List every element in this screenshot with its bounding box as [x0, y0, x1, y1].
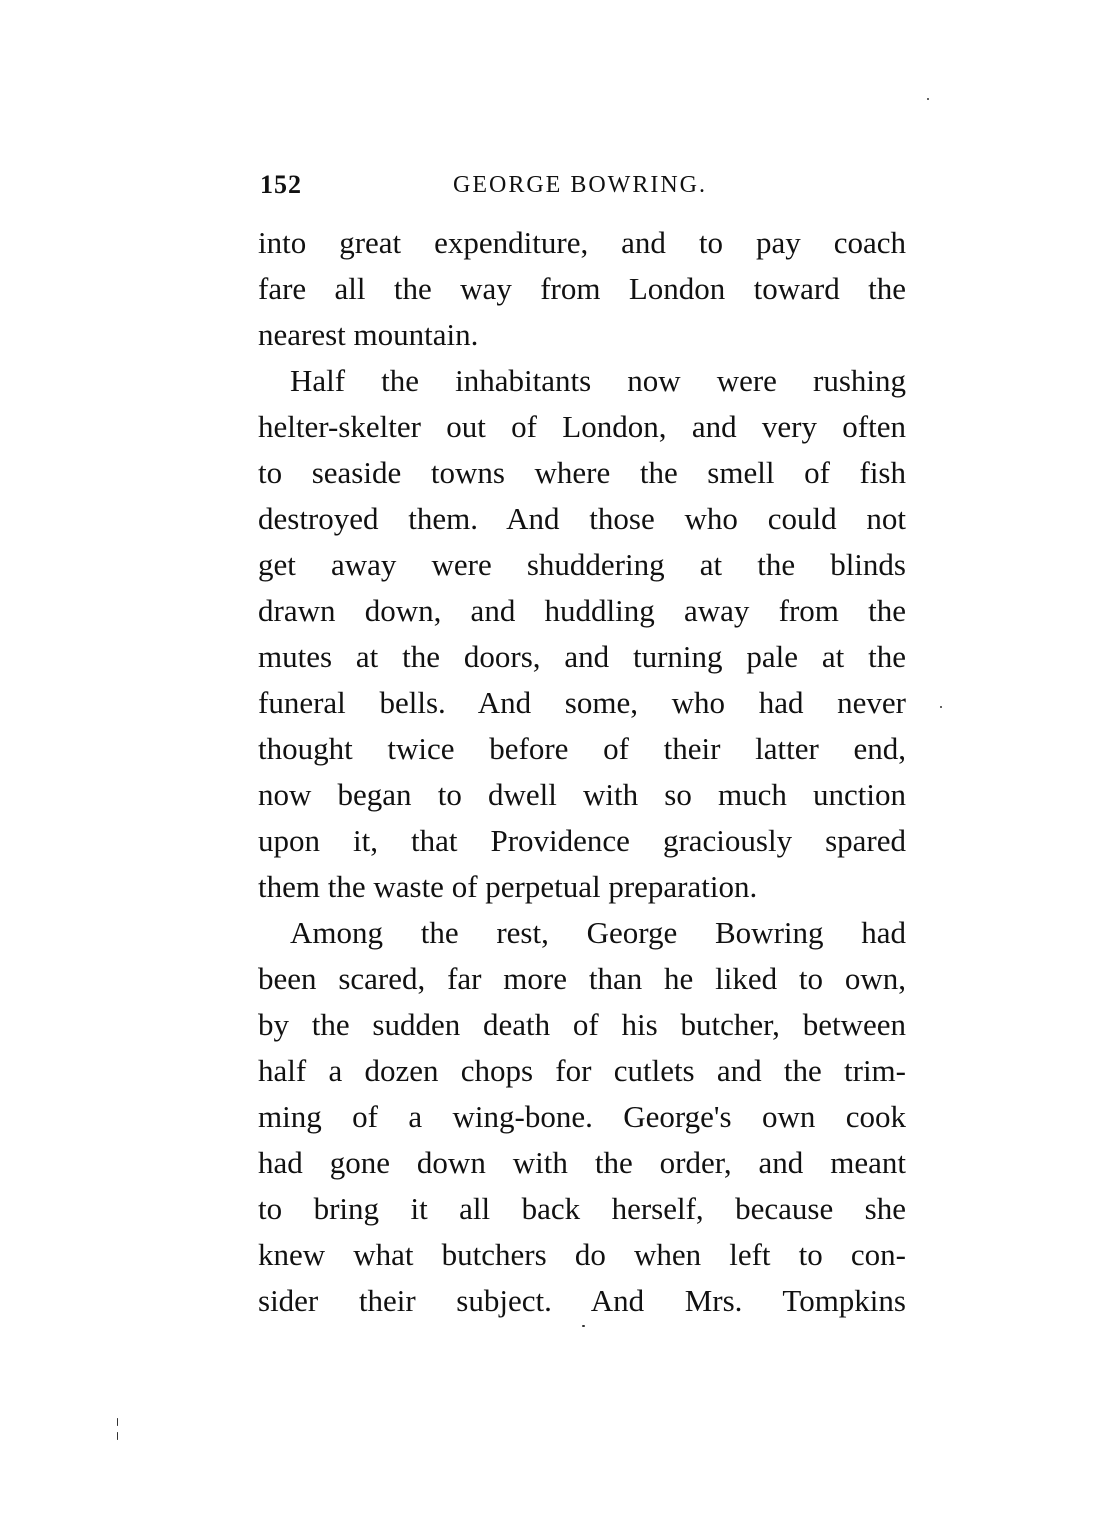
text-line: thought twice before of their latter end,	[258, 731, 906, 766]
running-head: GEORGE BOWRING.	[453, 172, 707, 198]
text-line: drawn down, and huddling away from the	[258, 593, 906, 628]
text-line: to bring it all back herself, because she	[258, 1191, 906, 1226]
text-line: now began to dwell with so much unction	[258, 777, 906, 812]
text-line: helter-skelter out of London, and very often	[258, 409, 906, 444]
text-line: destroyed them. And those who could not	[258, 501, 906, 536]
scan-speck	[117, 1418, 118, 1426]
text-line: to seaside towns where the smell of fish	[258, 455, 906, 490]
text-line: funeral bells. And some, who had never	[258, 685, 906, 720]
page-number: 152	[260, 170, 302, 199]
text-line: had gone down with the order, and meant	[258, 1145, 906, 1180]
scan-speck	[582, 1325, 585, 1327]
text-line: nearest mountain.	[258, 317, 479, 352]
page-header	[258, 165, 906, 205]
text-line: ming of a wing-bone. George's own cook	[258, 1099, 906, 1134]
scan-speck	[940, 706, 942, 708]
text-line: Among the rest, George Bowring had	[290, 915, 906, 950]
text-line: mutes at the doors, and turning pale at the	[258, 639, 906, 674]
text-line: them the waste of perpetual preparation.	[258, 869, 758, 904]
scan-speck	[927, 98, 929, 100]
text-line: been scared, far more than he liked to own,	[258, 961, 906, 996]
text-line: get away were shuddering at the blinds	[258, 547, 906, 582]
text-line: upon it, that Providence graciously spared	[258, 823, 906, 858]
scan-speck	[117, 1432, 118, 1440]
text-line: knew what butchers do when left to con-	[258, 1237, 906, 1272]
text-line: Half the inhabitants now were rushing	[290, 363, 906, 398]
text-line: fare all the way from London toward the	[258, 271, 906, 306]
text-line: by the sudden death of his butcher, between	[258, 1007, 906, 1042]
text-line: into great expenditure, and to pay coach	[258, 225, 906, 260]
text-line: half a dozen chops for cutlets and the trim-	[258, 1053, 906, 1088]
text-line: sider their subject. And Mrs. Tompkins	[258, 1283, 906, 1318]
